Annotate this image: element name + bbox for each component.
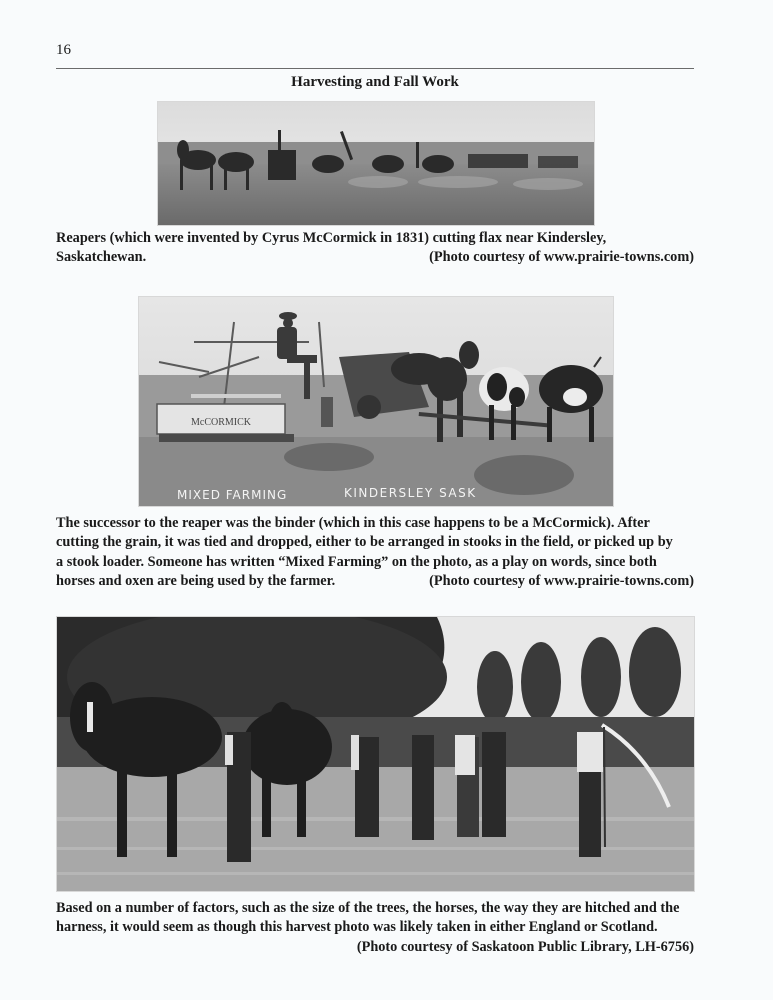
photo-harvest-crew [56,616,695,892]
header-rule [56,68,694,69]
page-number: 16 [56,42,71,58]
caption-reapers [56,229,694,268]
photo-credit: (Photo courtesy of www.prairie-towns.com) [429,572,694,589]
photo-credit: (Photo courtesy of www.prairie-towns.com) [429,249,694,266]
caption-text-line: Saskatchewan. [56,249,147,266]
caption-text-line: a stook loader. Someone has written “Mixed Farming” on the photo, as a play on words, since both [56,553,657,570]
caption-text-line: Reapers (which were invented by Cyrus McCormick in 1831) cutting flax near Kindersley, [56,230,607,246]
caption-text-line: The successor to the reaper was the binder (which in this case happens to be a McCormick). After [56,515,650,531]
caption-harvest-crew [56,899,694,957]
photo-reapers [157,101,595,226]
caption-text-line: cutting the grain, it was tied and dropped, either to be arranged in stooks in the field, or picked up by [56,534,673,551]
handwritten-mixed-farming: MIXED FARMING [177,488,288,502]
machine-brand-text: McCORMICK [190,417,252,428]
page-title: Harvesting and Fall Work [291,74,459,90]
caption-text-line: horses and oxen are being used by the farmer. [56,572,336,589]
photo-mccormick-binder [138,296,614,507]
handwritten-kindersley: KINDERSLEY SASK [344,486,477,500]
photo-credit: (Photo courtesy of Saskatoon Public Library, LH-6756) [356,938,694,955]
caption-binder [56,514,694,591]
caption-text-line: harness, it would seem as though this harvest photo was likely taken in either England or Scotland. [56,919,658,936]
caption-text-line: Based on a number of factors, such as the size of the trees, the horses, the way they are hitched and the [56,900,680,916]
